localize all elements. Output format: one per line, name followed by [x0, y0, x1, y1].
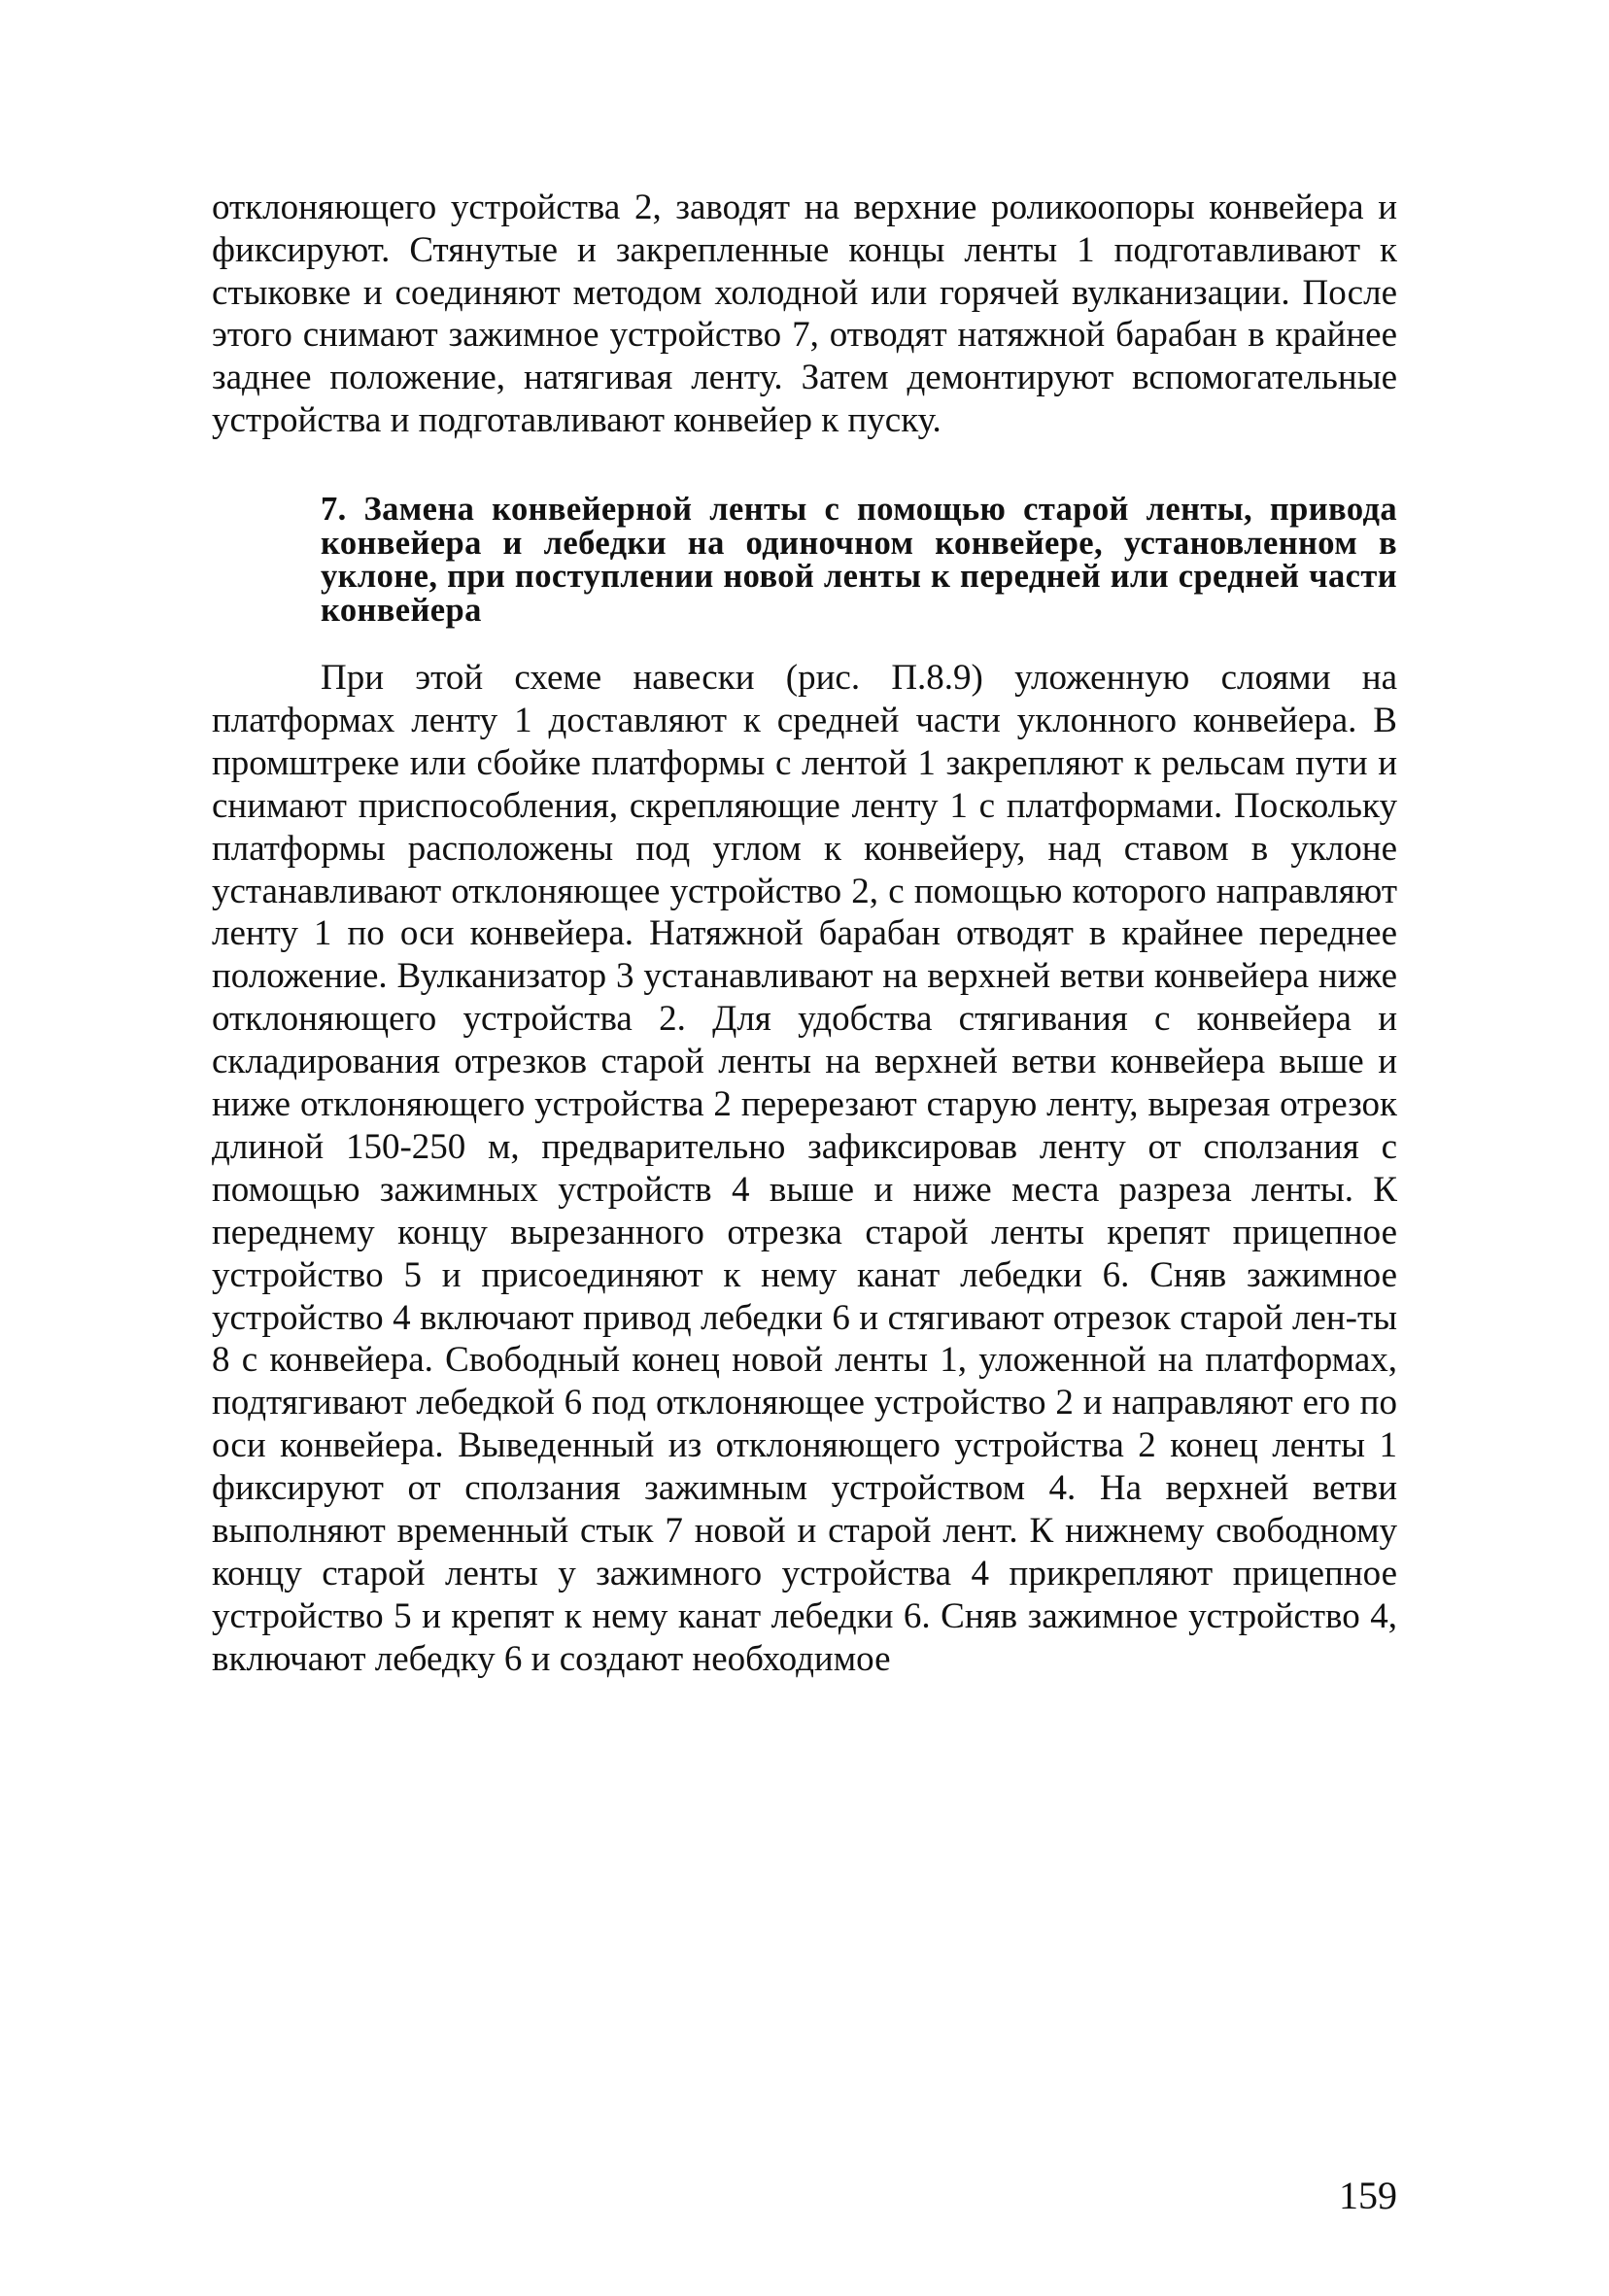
opening-paragraph: отклоняющего устройства 2, заводят на верхние роликоопоры конвейера и фиксируют. Стянутые и закрепленные концы ленты 1 подготавливают к стыковке и соединяют методом холодной или горячей вулканизации. После этого снимают зажимное устройство 7, отводят натяжной барабан в крайнее заднее положение, натягивая ленту. Затем демонтируют вспомогательные устройства и подготавливают конвейер к пуску. — [212, 188, 1397, 440]
page-number: 159 — [1339, 2174, 1397, 2217]
section-heading: 7. Замена конвейерной ленты с помощью старой ленты, привода конвейера и лебедки на одиночном конвейере, установленном в уклоне, при поступлении новой ленты к передней или средней части конвейера — [321, 490, 1397, 630]
main-paragraph: При этой схеме навески (рис. П.8.9) уложенную слоями на платформах ленту 1 доставляют к средней части уклонного конвейера. В промштреке или сбойке платформы с лентой 1 закрепляют к рельсам пути и снимают приспособления, скрепляющие ленту 1 с платформами. Поскольку платформы расположены под углом к конвейеру, над ставом в уклоне устанавливают отклоняющее устройство 2, с помощью которого направляют ленту 1 по оси конвейера. Натяжной барабан отводят в крайнее переднее положение. Вулканизатор 3 устанавливают на верхней ветви конвейера ниже отклоняющего устройства 2. Для удобства стягивания с конвейера и складирования отрезков старой ленты на верхней ветви конвейера выше и ниже отклоняющего устройства 2 перерезают старую ленту, вырезая отрезок длиной 150-250 м, предварительно зафиксировав ленту от сползания с помощью зажимных устройств 4 выше и ниже места разреза ленты. К переднему концу вырезанного отрезка старой ленты крепят прицепное устройство 5 и присоединяют к нему канат лебедки 6. Сняв зажимное устройство 4 включают привод лебедки 6 и стягивают отрезок старой лен-ты 8 с конвейера. Свободный конец новой ленты 1, уложенной на платформах, подтягивают лебедкой 6 под отклоняющее устройство 2 и направляют его по оси конвейера. Выведенный из отклоняющего устройства 2 конец ленты 1 фиксируют от сползания зажимным устройством 4. На верхней ветви выполняют временный стык 7 новой и старой лент. К нижнему свободному концу старой ленты у зажимного устройства 4 прикрепляют прицепное устройство 5 и крепят к нему канат лебедки 6. Сняв зажимное устройство 4, включают лебедку 6 и создают необходимое — [212, 657, 1397, 1679]
page-body — [212, 187, 1397, 1681]
